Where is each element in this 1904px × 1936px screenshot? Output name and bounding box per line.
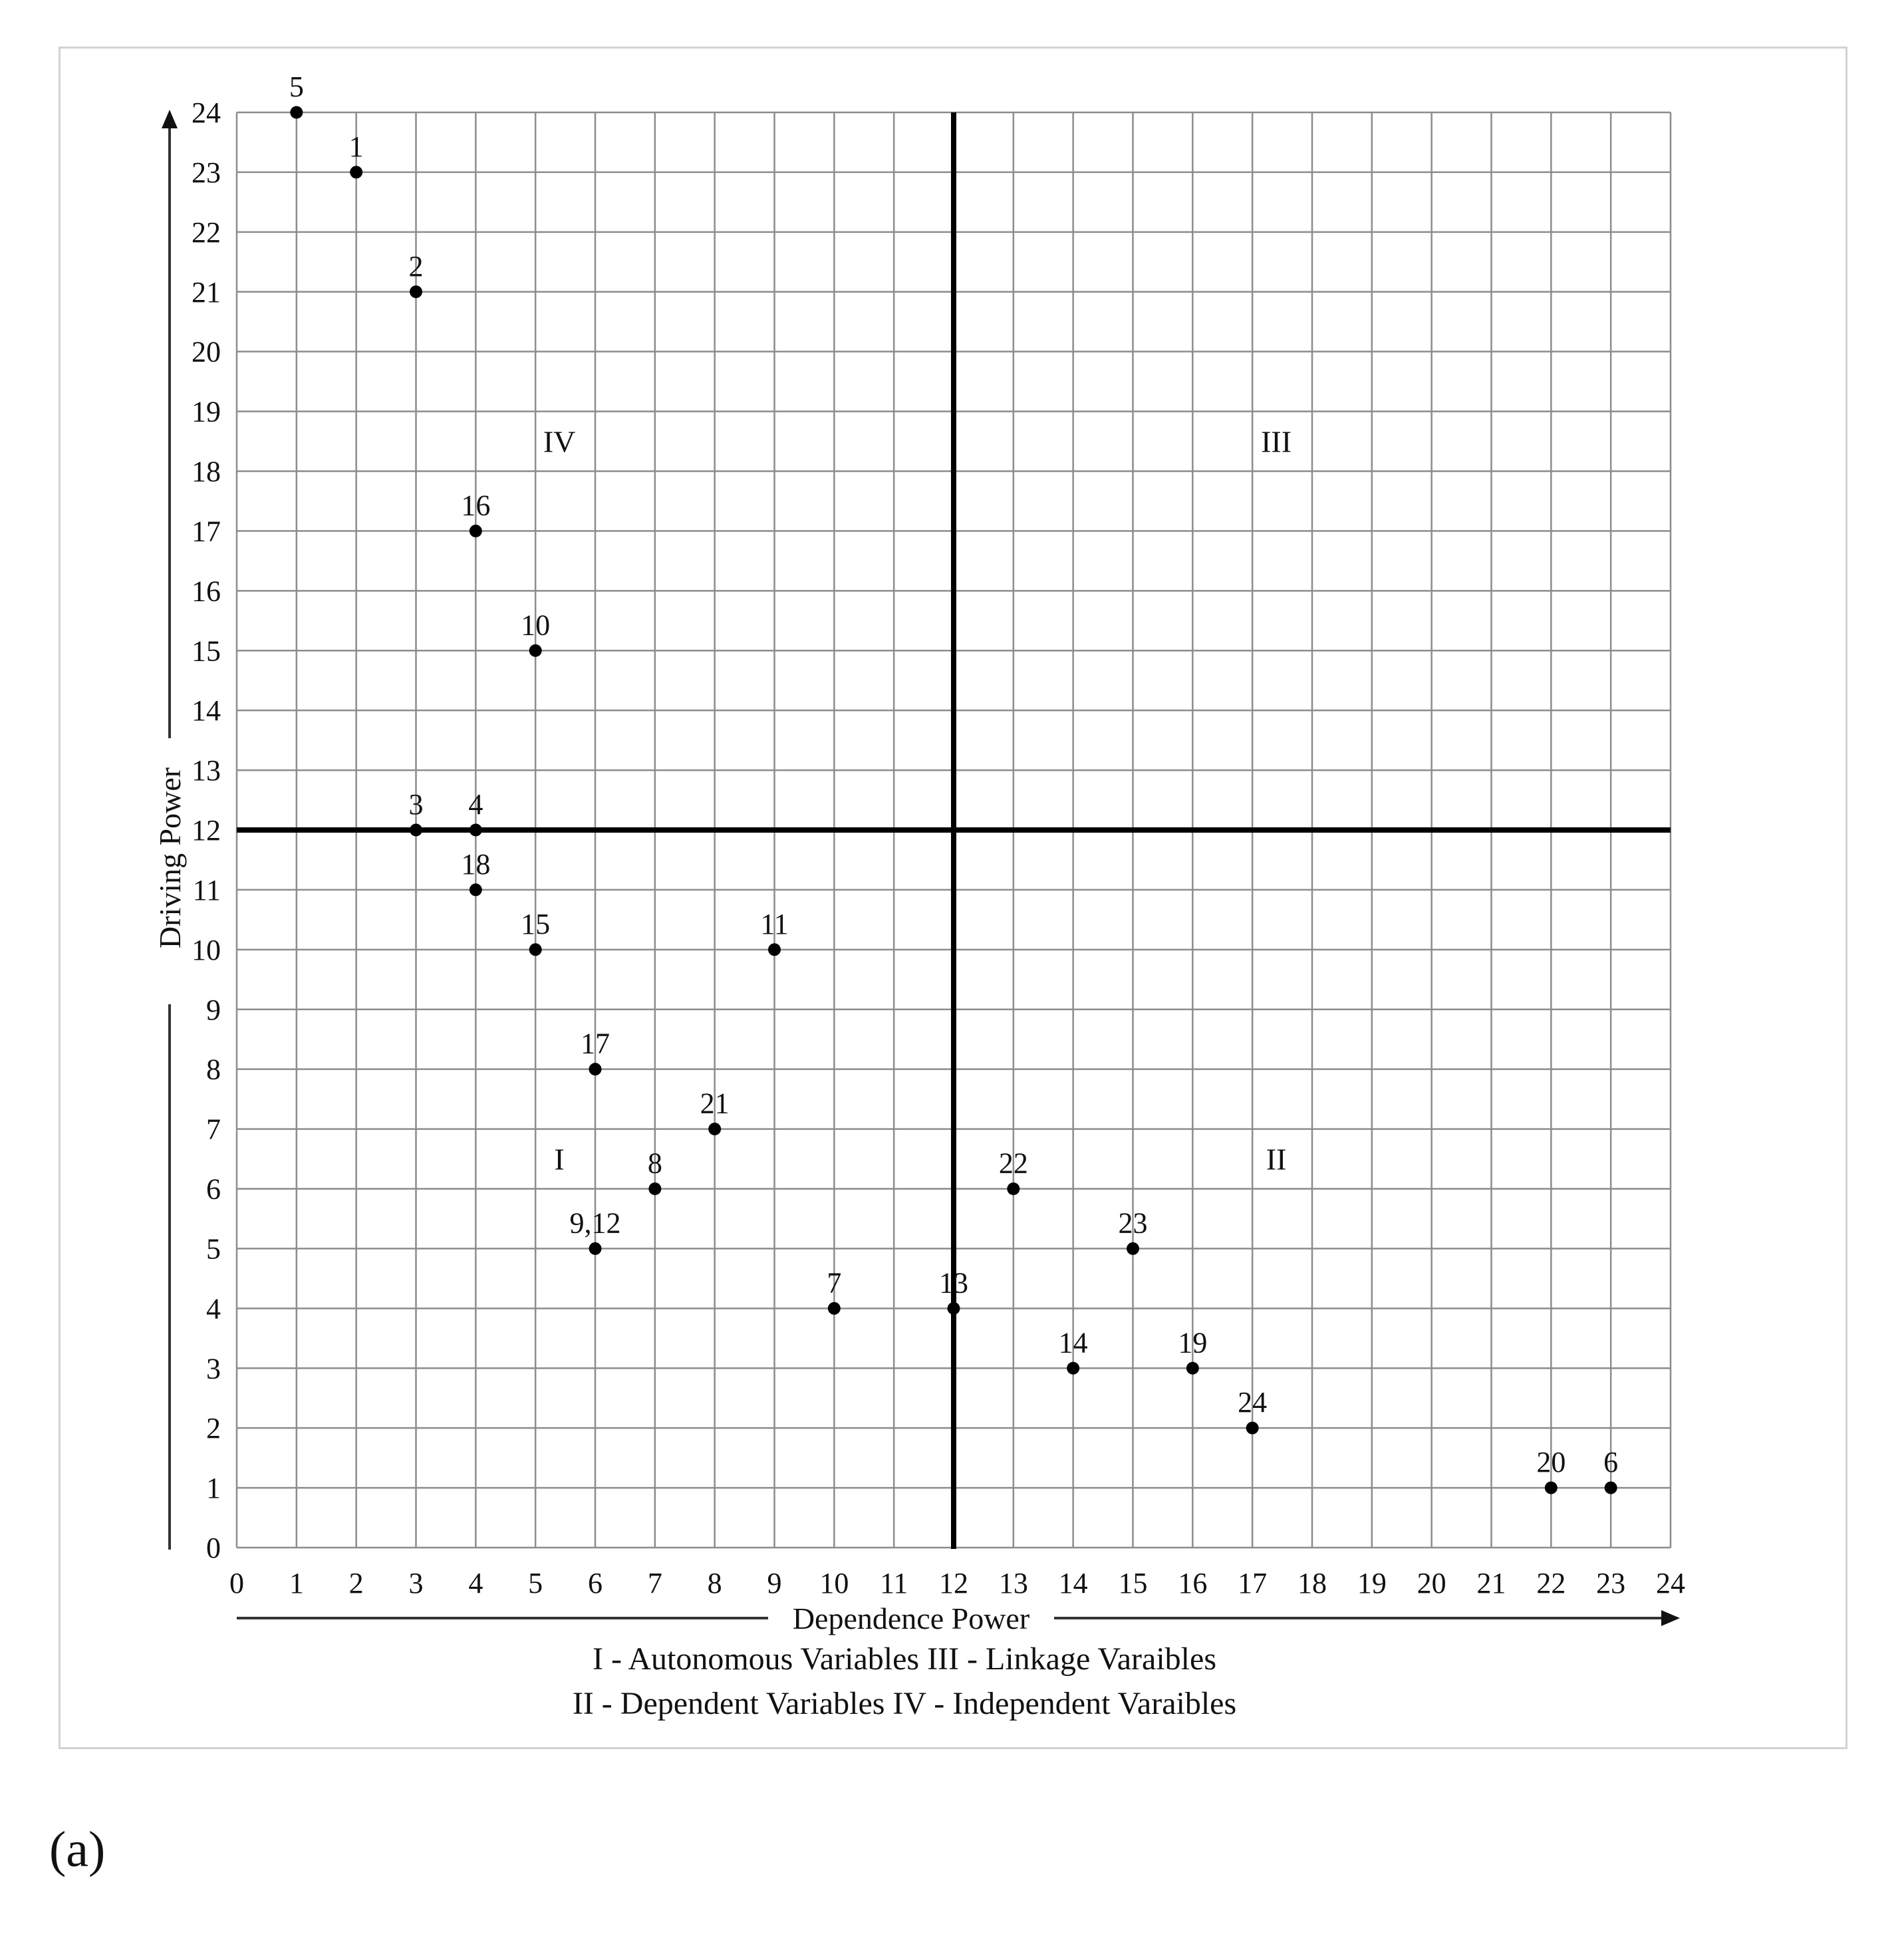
data-point-label: 24 bbox=[1238, 1386, 1268, 1419]
y-tick-label: 24 bbox=[192, 96, 221, 129]
data-point bbox=[1067, 1362, 1079, 1375]
quadrant-label: II bbox=[1266, 1142, 1287, 1176]
x-tick-label: 12 bbox=[939, 1567, 968, 1599]
y-tick-label: 5 bbox=[206, 1232, 221, 1266]
x-tick-label: 19 bbox=[1357, 1567, 1387, 1599]
x-tick-label: 1 bbox=[289, 1567, 304, 1599]
y-tick-label: 6 bbox=[206, 1173, 221, 1206]
data-point bbox=[1246, 1422, 1259, 1435]
data-point-label: 21 bbox=[700, 1087, 730, 1120]
data-point bbox=[828, 1302, 841, 1315]
data-point-label: 9,12 bbox=[569, 1206, 621, 1240]
x-tick-label: 7 bbox=[647, 1567, 662, 1599]
data-point bbox=[589, 1063, 602, 1075]
data-point-label: 13 bbox=[939, 1266, 968, 1300]
legend bbox=[573, 1641, 1236, 1721]
x-axis-title: Dependence Power bbox=[792, 1601, 1030, 1635]
data-point bbox=[529, 644, 542, 657]
data-point bbox=[470, 883, 482, 896]
x-tick-label: 9 bbox=[767, 1567, 782, 1599]
y-axis-title: Driving Power bbox=[153, 767, 187, 949]
y-tick-label: 0 bbox=[206, 1532, 221, 1564]
y-tick-label: 2 bbox=[206, 1412, 221, 1445]
data-point bbox=[410, 824, 422, 837]
data-point bbox=[1605, 1482, 1617, 1494]
data-point bbox=[1186, 1362, 1199, 1375]
quadrant-label: I bbox=[554, 1142, 565, 1176]
x-tick-label: 8 bbox=[707, 1567, 722, 1599]
y-tick-label: 11 bbox=[192, 873, 221, 906]
data-point-label: 22 bbox=[998, 1147, 1028, 1180]
quadrant-label: IV bbox=[543, 424, 576, 459]
y-tick-label: 1 bbox=[206, 1472, 221, 1505]
y-tick-label: 3 bbox=[206, 1352, 221, 1385]
y-tick-label: 15 bbox=[192, 634, 221, 668]
data-point-label: 7 bbox=[827, 1266, 842, 1300]
data-point-label: 20 bbox=[1536, 1446, 1566, 1479]
y-tick-label: 8 bbox=[206, 1053, 221, 1086]
data-point bbox=[350, 166, 362, 178]
x-tick-label: 6 bbox=[588, 1567, 603, 1599]
data-point bbox=[529, 943, 542, 956]
y-tick-label: 13 bbox=[192, 754, 221, 787]
data-point bbox=[1007, 1182, 1020, 1195]
x-tick-label: 18 bbox=[1297, 1567, 1327, 1599]
data-point bbox=[708, 1123, 721, 1135]
x-tick-label: 15 bbox=[1118, 1567, 1148, 1599]
x-tick-label: 13 bbox=[998, 1567, 1028, 1599]
data-point-label: 15 bbox=[521, 907, 551, 940]
x-axis-arrowhead-icon bbox=[1661, 1610, 1680, 1626]
data-point bbox=[589, 1242, 602, 1255]
data-point bbox=[470, 525, 482, 537]
data-point-label: 14 bbox=[1058, 1326, 1088, 1359]
x-tick-label: 24 bbox=[1656, 1567, 1685, 1599]
data-point-label: 10 bbox=[521, 609, 551, 642]
x-tick-label: 23 bbox=[1596, 1567, 1626, 1599]
data-point-label: 18 bbox=[461, 847, 491, 881]
x-tick-label: 21 bbox=[1476, 1567, 1506, 1599]
data-point-label: 2 bbox=[408, 249, 424, 283]
data-point-label: 23 bbox=[1118, 1206, 1148, 1240]
y-tick-label: 9 bbox=[206, 993, 221, 1026]
data-point-label: 8 bbox=[647, 1147, 662, 1180]
y-tick-label: 18 bbox=[192, 455, 221, 488]
y-tick-label: 20 bbox=[192, 335, 221, 368]
data-point bbox=[948, 1302, 960, 1315]
data-point bbox=[768, 943, 781, 956]
data-point bbox=[290, 106, 303, 119]
data-point-label: 19 bbox=[1178, 1326, 1208, 1359]
x-tick-label: 2 bbox=[348, 1567, 364, 1599]
x-tick-label: 16 bbox=[1178, 1567, 1208, 1599]
x-tick-label: 5 bbox=[528, 1567, 543, 1599]
y-axis-arrowhead-icon bbox=[162, 110, 178, 128]
y-tick-label: 16 bbox=[192, 575, 221, 608]
x-tick-label: 17 bbox=[1238, 1567, 1268, 1599]
y-tick-label: 12 bbox=[192, 814, 221, 847]
y-tick-label: 19 bbox=[192, 395, 221, 428]
data-point-label: 11 bbox=[760, 907, 789, 940]
data-point-label: 5 bbox=[289, 70, 304, 103]
data-point-label: 1 bbox=[348, 130, 364, 163]
x-tick-label: 20 bbox=[1417, 1567, 1446, 1599]
data-point-label: 16 bbox=[461, 489, 491, 522]
y-tick-label: 23 bbox=[192, 156, 221, 189]
data-point bbox=[648, 1182, 661, 1195]
legend-line: I - Autonomous Variables III - Linkage Varaibles bbox=[593, 1641, 1216, 1677]
quadrant-label: III bbox=[1261, 424, 1292, 459]
data-point bbox=[1545, 1482, 1558, 1494]
x-tick-label: 0 bbox=[229, 1567, 244, 1599]
x-tick-label: 14 bbox=[1058, 1567, 1088, 1599]
y-tick-label: 17 bbox=[192, 515, 221, 548]
y-tick-label: 14 bbox=[192, 694, 221, 728]
quadrant-dividers bbox=[237, 112, 1671, 1549]
y-tick-label: 21 bbox=[192, 275, 221, 309]
data-point bbox=[410, 285, 422, 298]
y-tick-label: 10 bbox=[192, 933, 221, 966]
x-tick-label: 22 bbox=[1536, 1567, 1566, 1599]
panel-label: (a) bbox=[49, 1822, 106, 1877]
data-point-label: 4 bbox=[468, 788, 483, 821]
data-point-label: 3 bbox=[408, 788, 424, 821]
data-point-label: 6 bbox=[1603, 1446, 1619, 1479]
y-tick-label: 4 bbox=[206, 1292, 221, 1325]
data-point-label: 17 bbox=[581, 1027, 610, 1060]
legend-line: II - Dependent Variables IV - Independent Varaibles bbox=[572, 1686, 1237, 1721]
x-tick-label: 10 bbox=[819, 1567, 849, 1599]
axes bbox=[153, 110, 1680, 1635]
x-tick-label: 4 bbox=[468, 1567, 483, 1599]
y-tick-label: 7 bbox=[206, 1113, 221, 1146]
x-tick-label: 3 bbox=[408, 1567, 424, 1599]
data-point bbox=[470, 824, 482, 837]
data-point bbox=[1127, 1242, 1139, 1255]
y-tick-label: 22 bbox=[192, 215, 221, 249]
x-tick-label: 11 bbox=[879, 1567, 908, 1599]
